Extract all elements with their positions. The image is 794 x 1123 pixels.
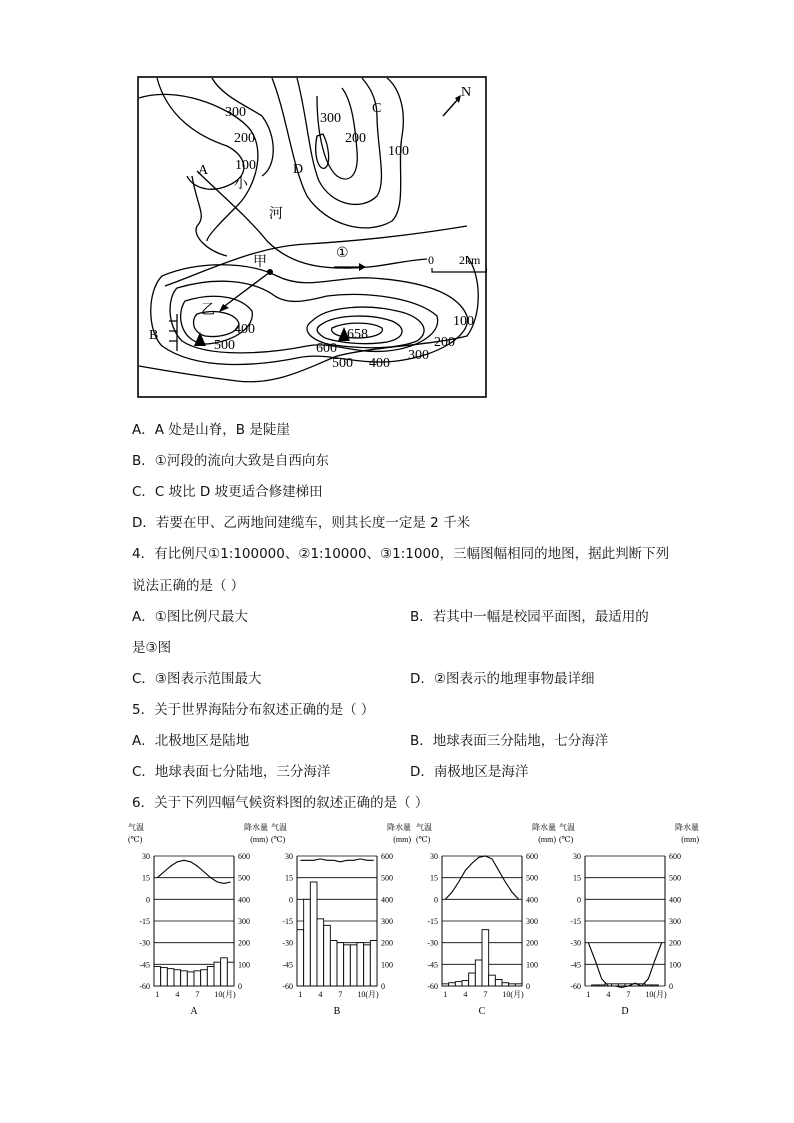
x-tick-label: 1 — [155, 990, 160, 999]
temp-axis-label: 气温 — [128, 823, 144, 832]
peak-icon — [194, 332, 206, 346]
precip-bar — [227, 962, 234, 986]
precip-bar — [442, 984, 449, 986]
temp-tick-label: -30 — [427, 938, 438, 948]
point-label-yi: 乙 — [201, 303, 215, 318]
arrow-yi-icon — [219, 304, 229, 312]
x-tick-label: 7 — [626, 990, 631, 999]
precip-axis-label: 降水量 — [532, 823, 556, 832]
precip-tick-label: 400 — [238, 895, 250, 905]
precip-axis-unit: (mm) — [538, 835, 556, 844]
climate-chart-d — [559, 822, 699, 1022]
point-label-b: B — [149, 328, 159, 343]
precip-bar — [154, 967, 161, 987]
temp-tick-label: 0 — [434, 895, 438, 905]
contour-label: 100 — [453, 314, 474, 329]
precip-tick-label: 600 — [526, 852, 538, 861]
precip-tick-label: 100 — [238, 960, 250, 970]
precip-tick-label: 500 — [238, 873, 250, 883]
q3-option-c: C．C 坡比 D 坡更适合修建梯田 — [132, 484, 323, 500]
contour-label: 600 — [316, 341, 337, 356]
q3-option-a: A．A 处是山脊，B 是陡崖 — [132, 422, 290, 438]
cable-line — [222, 272, 270, 308]
contour-line — [272, 78, 403, 228]
precip-bar — [509, 984, 516, 986]
contour-label: 200 — [434, 335, 455, 350]
precip-bar — [167, 969, 174, 986]
precip-bar — [455, 982, 462, 986]
precip-bar — [489, 975, 496, 986]
precip-bar — [297, 930, 304, 986]
precip-bar — [194, 971, 201, 986]
point-jia — [267, 269, 273, 275]
precip-axis-unit: (mm) — [393, 835, 411, 844]
q4-option-b: B．若其中一幅是校园平面图，最适用的 — [410, 609, 649, 625]
north-label: N — [461, 85, 472, 100]
q5-stem: 5．关于世界海陆分布叙述正确的是（ ） — [132, 702, 375, 718]
precip-bar — [214, 962, 221, 986]
point-label-c: C — [372, 101, 382, 116]
temp-axis-unit: (℃) — [271, 835, 286, 844]
temp-tick-label: 15 — [430, 873, 438, 883]
q4-option-c: C．③图表示范围最大 — [132, 671, 262, 687]
precip-bar — [344, 945, 351, 986]
temp-tick-label: -45 — [570, 960, 581, 970]
precip-axis-label: 降水量 — [244, 823, 268, 832]
precip-tick-label: 200 — [669, 938, 681, 948]
precip-tick-label: 600 — [381, 852, 393, 861]
x-tick-label: 10(月) — [357, 990, 379, 999]
precip-axis-unit: (mm) — [681, 835, 699, 844]
precip-tick-label: 500 — [669, 873, 681, 883]
precip-tick-label: 500 — [381, 873, 393, 883]
chart-label: A — [190, 1006, 198, 1017]
precip-tick-label: 300 — [526, 917, 538, 926]
precip-bar — [645, 985, 652, 986]
precip-bar — [161, 968, 168, 986]
climate-chart-b — [271, 822, 411, 1022]
x-tick-label: 4 — [606, 990, 611, 999]
temp-tick-label: 30 — [285, 852, 293, 861]
precip-axis-label: 降水量 — [675, 823, 699, 832]
q4-option-b-cont: 是③图 — [132, 640, 172, 656]
precip-bar — [310, 882, 317, 986]
precip-tick-label: 100 — [381, 960, 393, 970]
temp-tick-label: 0 — [577, 895, 581, 905]
temperature-curve — [588, 943, 661, 988]
contour-label: 400 — [234, 322, 255, 337]
temp-tick-label: -15 — [282, 917, 293, 926]
x-tick-label: 1 — [443, 990, 448, 999]
precip-bar — [482, 930, 489, 986]
precip-axis-unit: (mm) — [250, 835, 268, 844]
temperature-curve — [300, 859, 373, 862]
precip-tick-label: 200 — [526, 938, 538, 948]
x-tick-label: 1 — [586, 990, 591, 999]
precip-bar — [370, 941, 377, 987]
climate-chart-a — [128, 822, 268, 1022]
x-tick-label: 4 — [463, 990, 468, 999]
precip-bar — [207, 967, 214, 987]
temp-axis-label: 气温 — [559, 823, 575, 832]
precip-bar — [317, 919, 324, 986]
precip-bar — [221, 958, 228, 986]
precip-tick-label: 600 — [238, 852, 250, 861]
precip-bar — [357, 943, 364, 986]
temp-axis-label: 气温 — [271, 823, 287, 832]
topographic-map — [137, 76, 487, 398]
precip-bar — [337, 943, 344, 986]
precip-bar — [187, 972, 194, 986]
temp-tick-label: -30 — [282, 938, 293, 948]
temp-tick-label: 15 — [285, 873, 293, 883]
precip-tick-label: 100 — [669, 960, 681, 970]
scale-label-dist: 2km — [459, 253, 481, 267]
temp-axis-label: 气温 — [416, 823, 432, 832]
precip-bar — [181, 971, 188, 986]
point-label-a: A — [198, 163, 209, 178]
elevation-label: 658 — [347, 327, 368, 342]
precip-tick-label: 200 — [381, 938, 393, 948]
temp-tick-label: 0 — [146, 895, 150, 905]
q5-option-c: C．地球表面七分陆地，三分海洋 — [132, 764, 331, 780]
q4-stem-cont: 说法正确的是（ ） — [132, 578, 245, 594]
scale-label-zero: 0 — [428, 253, 434, 267]
q4-option-d: D．②图表示的地理事物最详细 — [410, 671, 595, 687]
climate-chart-c — [416, 822, 556, 1022]
contour-label: 500 — [214, 338, 235, 353]
temp-axis-unit: (℃) — [559, 835, 574, 844]
q5-option-b: B．地球表面三分陆地，七分海洋 — [410, 733, 609, 749]
q3-option-b: B．①河段的流向大致是自西向东 — [132, 453, 329, 469]
chart-label: D — [621, 1006, 629, 1017]
temp-tick-label: 30 — [430, 852, 438, 861]
precip-bar — [618, 984, 625, 986]
precip-tick-label: 0 — [669, 982, 673, 991]
temp-tick-label: -45 — [282, 960, 293, 970]
precip-tick-label: 0 — [381, 982, 385, 991]
temp-axis-unit: (℃) — [416, 835, 431, 844]
x-tick-label: 10(月) — [645, 990, 667, 999]
precip-bar — [201, 970, 208, 986]
precip-bar — [350, 945, 357, 986]
precip-bar — [515, 984, 522, 986]
contour-label: 300 — [408, 348, 429, 363]
contour-line — [316, 134, 329, 168]
q5-option-a: A．北极地区是陆地 — [132, 733, 250, 749]
temp-tick-label: -60 — [139, 982, 150, 991]
precip-axis-label: 降水量 — [387, 823, 411, 832]
flow-arrow-icon — [359, 263, 366, 271]
precip-tick-label: 100 — [526, 960, 538, 970]
contour-label: 500 — [332, 356, 353, 371]
precip-tick-label: 300 — [669, 917, 681, 926]
temp-tick-label: -30 — [570, 938, 581, 948]
precip-bar — [475, 960, 482, 986]
q4-stem: 4．有比例尺①1:100000、②1:10000、③1:1000，三幅图幅相同的地图，据此判断下列 — [132, 546, 670, 562]
x-tick-label: 7 — [338, 990, 343, 999]
q5-option-d: D．南极地区是海洋 — [410, 764, 529, 780]
temp-tick-label: -60 — [427, 982, 438, 991]
contour-label: 100 — [388, 144, 409, 159]
x-tick-label: 4 — [175, 990, 180, 999]
temperature-curve — [157, 860, 230, 883]
temp-tick-label: 15 — [142, 873, 150, 883]
precip-bar — [652, 985, 659, 986]
temp-axis-unit: (℃) — [128, 835, 143, 844]
x-tick-label: 7 — [195, 990, 200, 999]
contour-label: 200 — [345, 131, 366, 146]
precip-tick-label: 600 — [669, 852, 681, 861]
temp-tick-label: 30 — [142, 852, 150, 861]
x-tick-label: 4 — [318, 990, 323, 999]
x-tick-label: 7 — [483, 990, 488, 999]
temp-tick-label: -15 — [427, 917, 438, 926]
temp-tick-label: 15 — [573, 873, 581, 883]
temp-tick-label: 0 — [289, 895, 293, 905]
precip-tick-label: 200 — [238, 938, 250, 948]
precip-bar — [324, 925, 331, 986]
x-tick-label: 1 — [298, 990, 303, 999]
point-label-d: D — [293, 162, 304, 177]
q3-option-d: D．若要在甲、乙两地间建缆车，则其长度一定是 2 千米 — [132, 515, 471, 531]
river-label: 河 — [269, 207, 283, 222]
cliff-symbol — [169, 321, 177, 341]
precip-bar — [495, 980, 502, 987]
river-label: 小 — [234, 177, 248, 192]
precip-tick-label: 400 — [381, 895, 393, 905]
q6-stem: 6．关于下列四幅气候资料图的叙述正确的是（ ） — [132, 795, 429, 811]
chart-label: B — [333, 1006, 341, 1017]
contour-label: 100 — [235, 158, 256, 173]
scale-bar — [432, 268, 487, 272]
q4-option-a: A．①图比例尺最大 — [132, 609, 248, 625]
precip-bar — [592, 985, 599, 986]
chart-label: C — [478, 1006, 486, 1017]
temp-tick-label: -30 — [139, 938, 150, 948]
temp-tick-label: 30 — [573, 852, 581, 861]
x-tick-label: 10(月) — [502, 990, 524, 999]
temp-tick-label: -45 — [427, 960, 438, 970]
precip-bar — [304, 899, 311, 986]
precip-bar — [330, 941, 337, 987]
precip-tick-label: 400 — [526, 895, 538, 905]
temp-tick-label: -60 — [282, 982, 293, 991]
precip-bar — [598, 985, 605, 986]
precip-tick-label: 400 — [669, 895, 681, 905]
precip-bar — [502, 983, 509, 986]
precip-bar — [174, 970, 181, 986]
precip-bar — [462, 981, 469, 986]
contour-label: 200 — [234, 131, 255, 146]
precip-tick-label: 0 — [238, 982, 242, 991]
precip-bar — [364, 945, 371, 986]
precip-tick-label: 0 — [526, 982, 530, 991]
precip-bar — [449, 983, 456, 986]
precip-tick-label: 300 — [381, 917, 393, 926]
x-tick-label: 10(月) — [214, 990, 236, 999]
temp-tick-label: -15 — [139, 917, 150, 926]
river-reach-label: ① — [336, 246, 349, 261]
precip-tick-label: 300 — [238, 917, 250, 926]
contour-label: 400 — [369, 356, 390, 371]
temp-tick-label: -15 — [570, 917, 581, 926]
contour-label: 300 — [320, 111, 341, 126]
temp-tick-label: -45 — [139, 960, 150, 970]
contour-label: 300 — [225, 105, 246, 120]
point-label-jia: 甲 — [253, 255, 267, 270]
contour-line — [297, 78, 381, 204]
precip-bar — [469, 973, 476, 986]
north-arrow-icon — [443, 98, 459, 116]
precip-tick-label: 500 — [526, 873, 538, 883]
temp-tick-label: -60 — [570, 982, 581, 991]
